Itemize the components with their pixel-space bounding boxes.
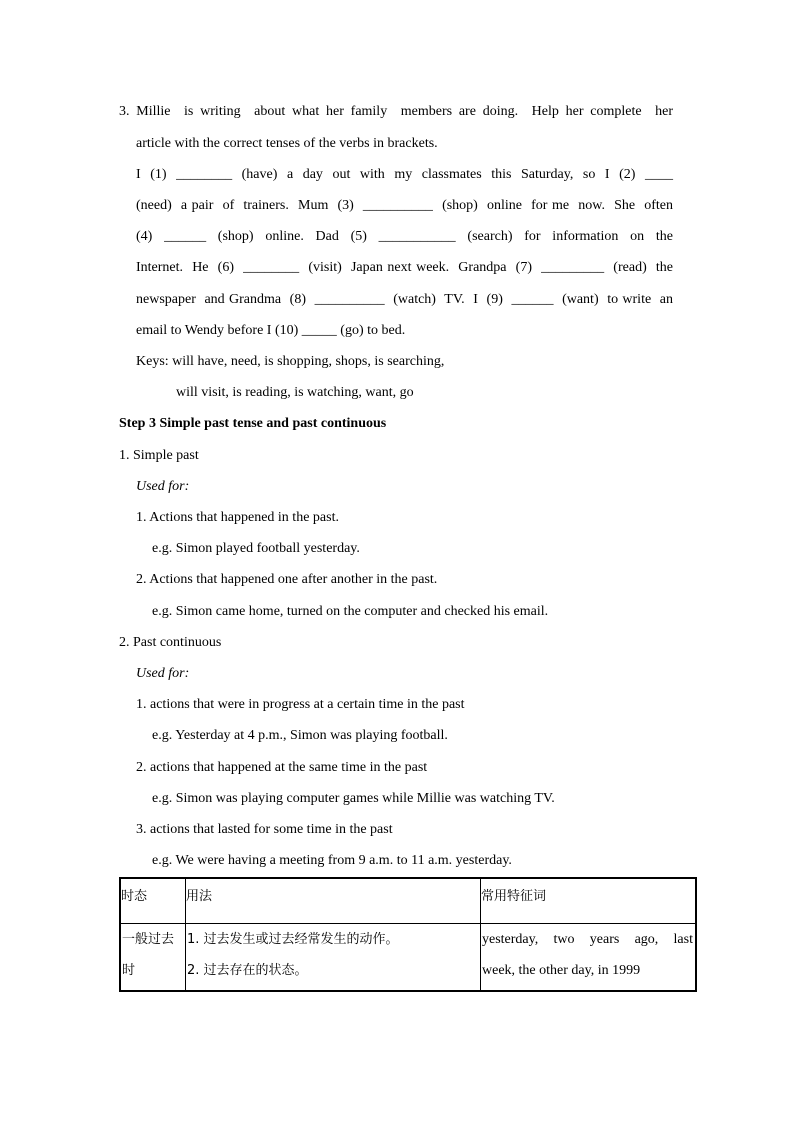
past-continuous-example-3: e.g. We were having a meeting from 9 a.m. to 11 a.m. yesterday. [152, 853, 512, 868]
tense-name-line2: 时 [122, 963, 136, 978]
simple-past-title: 1. Simple past [119, 448, 199, 463]
simple-past-used-for: Used for: [136, 479, 190, 494]
signal-words-line2: week, the other day, in 1999 [482, 963, 641, 978]
keys-line-2: will visit, is reading, is watching, want, go [176, 385, 414, 400]
past-continuous-item-1: 1. actions that were in progress at a certain time in the past [136, 697, 465, 712]
tense-name-line1: 一般过去 [122, 932, 175, 947]
past-continuous-item-3: 3. actions that lasted for some time in the past [136, 822, 393, 837]
signal-words-line1: yesterday, two years ago, last [482, 932, 693, 947]
step3-heading: Step 3 Simple past tense and past continuous [119, 416, 387, 431]
passage-line-6: email to Wendy before I (10) _____ (go) to bed. [136, 323, 406, 338]
exercise-intro-line1: 3. Millie is writing about what her family members are doing. Help her complete her [119, 104, 673, 119]
header-usage: 用法 [186, 878, 481, 924]
exercise-intro-line2: article with the correct tenses of the verbs in brackets. [136, 136, 438, 151]
keys-line-1: Keys: will have, need, is shopping, shops, is searching, [136, 354, 445, 369]
simple-past-example-2: e.g. Simon came home, turned on the computer and checked his email. [152, 604, 549, 619]
passage-line-1: I (1) ________ (have) a day out with my classmates this Saturday, so I (2) ____ [136, 167, 673, 182]
cell-usage [186, 924, 481, 992]
usage-line2: 2. 过去存在的状态。 [187, 963, 308, 978]
simple-past-example-1: e.g. Simon played football yesterday. [152, 541, 360, 556]
past-continuous-example-1: e.g. Yesterday at 4 p.m., Simon was playing football. [152, 728, 448, 743]
past-continuous-title: 2. Past continuous [119, 635, 222, 650]
simple-past-item-2: 2. Actions that happened one after another in the past. [136, 572, 438, 587]
cell-tense [120, 924, 186, 992]
past-continuous-item-2: 2. actions that happened at the same time in the past [136, 760, 428, 775]
past-continuous-used-for: Used for: [136, 666, 190, 681]
past-continuous-example-2: e.g. Simon was playing computer games while Millie was watching TV. [152, 791, 555, 806]
usage-line1: 1. 过去发生或过去经常发生的动作。 [187, 932, 399, 947]
tense-table [119, 877, 697, 992]
header-signal-words: 常用特征词 [481, 878, 697, 924]
passage-line-4: Internet. He (6) ________ (visit) Japan next week. Grandpa (7) _________ (read) the [136, 260, 673, 275]
cell-signal-words [481, 924, 697, 992]
table-row [120, 924, 696, 992]
simple-past-item-1: 1. Actions that happened in the past. [136, 510, 339, 525]
table-header-row [120, 878, 696, 924]
passage-line-3: (4) ______ (shop) online. Dad (5) ___________ (search) for information on the [136, 229, 673, 244]
passage-line-2: (need) a pair of trainers. Mum (3) __________ (shop) online for me now. She often [136, 198, 673, 213]
passage-line-5: newspaper and Grandma (8) __________ (watch) TV. I (9) ______ (want) to write an [136, 292, 673, 307]
header-tense: 时态 [120, 878, 186, 924]
